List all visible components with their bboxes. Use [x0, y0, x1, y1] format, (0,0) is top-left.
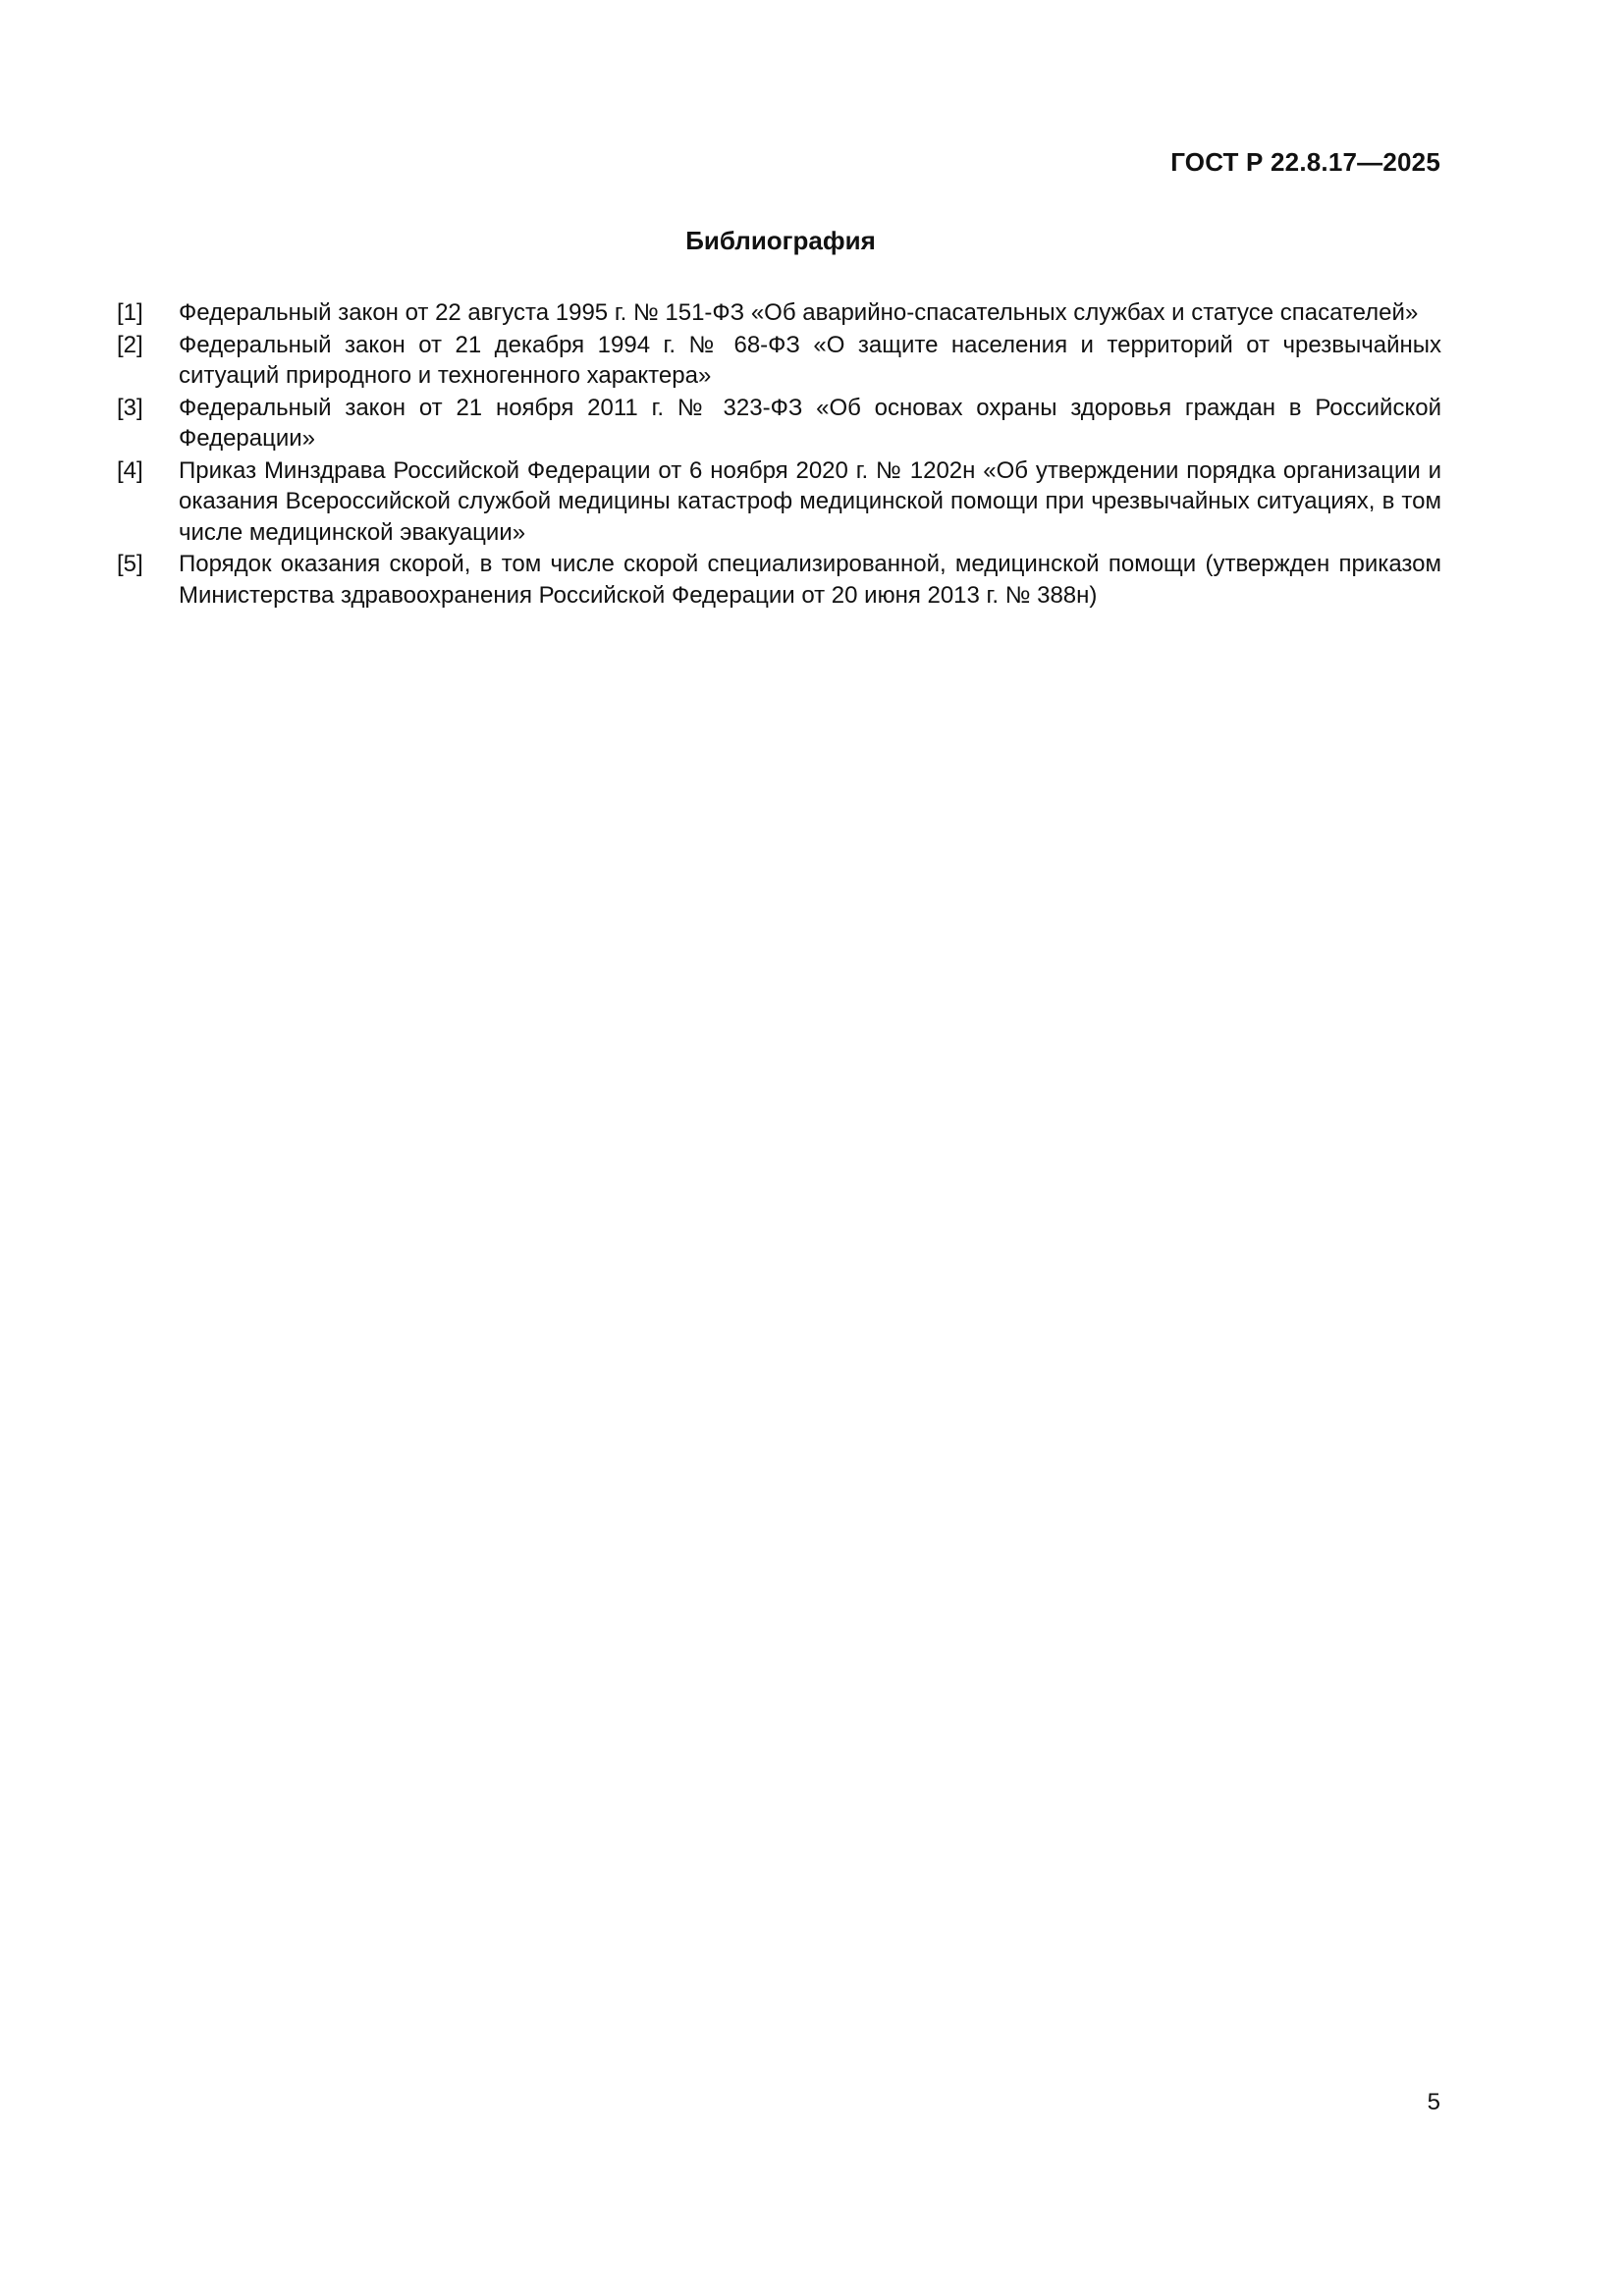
bibliography-list: [117, 297, 1441, 612]
bibliography-item-number: [2]: [117, 331, 143, 358]
bibliography-item-text: Федеральный закон от 21 декабря 1994 г. № 68-ФЗ «О защите населения и территорий от чрезвычайных ситуаций природного и техногенного характера»: [179, 331, 1441, 389]
bibliography-item-number: [1]: [117, 299, 143, 326]
bibliography-item-text: Федеральный закон от 21 ноября 2011 г. № 323-ФЗ «Об основах охраны здоровья граждан в Российской Федерации»: [179, 394, 1441, 452]
document-code: ГОСТ Р 22.8.17—2025: [1170, 147, 1440, 177]
bibliography-item: [117, 455, 1441, 549]
bibliography-item-number: [5]: [117, 551, 143, 577]
bibliography-item: [117, 549, 1441, 611]
bibliography-item-text: Порядок оказания скорой, в том числе скорой специализированной, медицинской помощи (утвержден приказом Министерства здравоохранения Российской Федерации от 20 июня 2013 г. № 388н): [179, 551, 1441, 609]
page-number: 5: [1427, 2089, 1440, 2115]
bibliography-item: [117, 330, 1441, 392]
bibliography-item-text: Приказ Минздрава Российской Федерации от 6 ноября 2020 г. № 1202н «Об утверждении порядка организации и оказания Всероссийской службой медицины катастроф медицинской помощи при чрезвычайных ситуациях, в том числе медицинской эвакуации»: [179, 456, 1441, 546]
bibliography-item: [117, 297, 1441, 329]
bibliography-item-number: [4]: [117, 456, 143, 484]
bibliography-item: [117, 393, 1441, 454]
bibliography-item-number: [3]: [117, 394, 143, 421]
section-title: Библиография: [685, 226, 876, 255]
bibliography-item-text: Федеральный закон от 22 августа 1995 г. № 151-ФЗ «Об аварийно-спасательных службах и статусе спасателей»: [179, 299, 1419, 326]
